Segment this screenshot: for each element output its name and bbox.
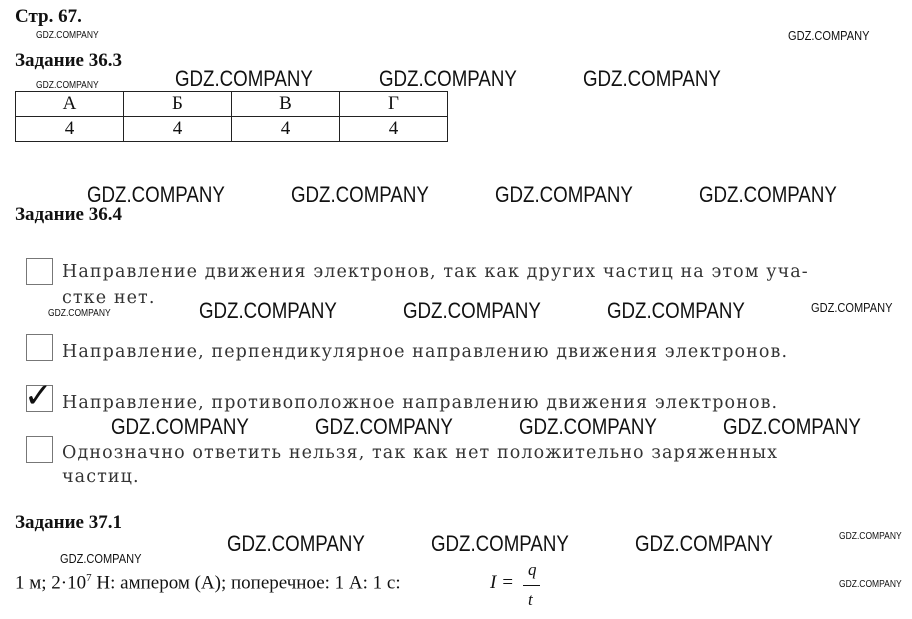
watermark: GDZ.COMPANY xyxy=(175,66,313,91)
watermark: GDZ.COMPANY xyxy=(839,531,902,542)
watermark: GDZ.COMPANY xyxy=(839,579,902,590)
option-1-text-line1: Направление движения электронов, так как других частиц на этом уча- xyxy=(62,262,809,282)
option-2-text: Направление, перпендикулярное направлению движения электронов. xyxy=(62,342,789,362)
checkmark-icon: ✓ xyxy=(24,376,53,416)
watermark: GDZ.COMPANY xyxy=(199,298,337,323)
watermark: GDZ.COMPANY xyxy=(48,308,111,319)
watermark: GDZ.COMPANY xyxy=(788,28,870,43)
answer-table xyxy=(15,91,448,142)
option-4-text-line1: Однозначно ответить нельзя, так как нет положительно заряженных xyxy=(62,443,779,463)
formula-numerator: q xyxy=(528,560,537,579)
table-row xyxy=(16,117,448,142)
watermark: GDZ.COMPANY xyxy=(583,66,721,91)
option-3-text: Направление, противоположное направлению движения электронов. xyxy=(62,393,779,413)
formula-denominator: t xyxy=(528,590,533,609)
answer-prefix: 1 м; 2·10 xyxy=(15,572,87,594)
task-36-3-title: Задание 36.3 xyxy=(15,50,122,71)
watermark: GDZ.COMPANY xyxy=(635,531,773,556)
watermark: GDZ.COMPANY xyxy=(699,182,837,207)
option-1-checkbox[interactable] xyxy=(26,258,53,285)
watermark: GDZ.COMPANY xyxy=(87,182,225,207)
page-label: Стр. 67. xyxy=(15,6,82,27)
watermark: GDZ.COMPANY xyxy=(723,414,861,439)
formula-lhs: I = xyxy=(490,572,514,593)
table-cell: 4 xyxy=(16,117,124,142)
option-1-text-line2: стке нет. xyxy=(62,288,156,308)
table-header-cell: В xyxy=(232,92,340,117)
option-2-checkbox[interactable] xyxy=(26,334,53,361)
task-36-4-title: Задание 36.4 xyxy=(15,204,122,225)
table-header-cell: Б xyxy=(124,92,232,117)
answer-middle: Н: ампером (А); поперечное: 1 А: 1 с: xyxy=(91,572,401,594)
table-header-cell: А xyxy=(16,92,124,117)
option-4-text-line2: частиц. xyxy=(62,467,140,487)
watermark: GDZ.COMPANY xyxy=(403,298,541,323)
option-4-checkbox[interactable] xyxy=(26,436,53,463)
task-37-1-title: Задание 37.1 xyxy=(15,512,122,533)
table-cell: 4 xyxy=(232,117,340,142)
fraction-line xyxy=(523,585,540,586)
table-header-cell: Г xyxy=(340,92,448,117)
table-header-row xyxy=(16,92,448,117)
watermark: GDZ.COMPANY xyxy=(291,182,429,207)
exponent: 7 xyxy=(86,572,92,584)
table-cell: 4 xyxy=(340,117,448,142)
watermark: GDZ.COMPANY xyxy=(36,30,99,41)
watermark: GDZ.COMPANY xyxy=(607,298,745,323)
watermark: GDZ.COMPANY xyxy=(431,531,569,556)
watermark: GDZ.COMPANY xyxy=(60,551,142,566)
table-cell: 4 xyxy=(124,117,232,142)
watermark: GDZ.COMPANY xyxy=(495,182,633,207)
watermark: GDZ.COMPANY xyxy=(227,531,365,556)
answer-line xyxy=(15,572,401,594)
watermark: GDZ.COMPANY xyxy=(519,414,657,439)
watermark: GDZ.COMPANY xyxy=(379,66,517,91)
watermark: GDZ.COMPANY xyxy=(36,80,99,91)
watermark: GDZ.COMPANY xyxy=(315,414,453,439)
watermark: GDZ.COMPANY xyxy=(811,300,893,315)
watermark: GDZ.COMPANY xyxy=(111,414,249,439)
